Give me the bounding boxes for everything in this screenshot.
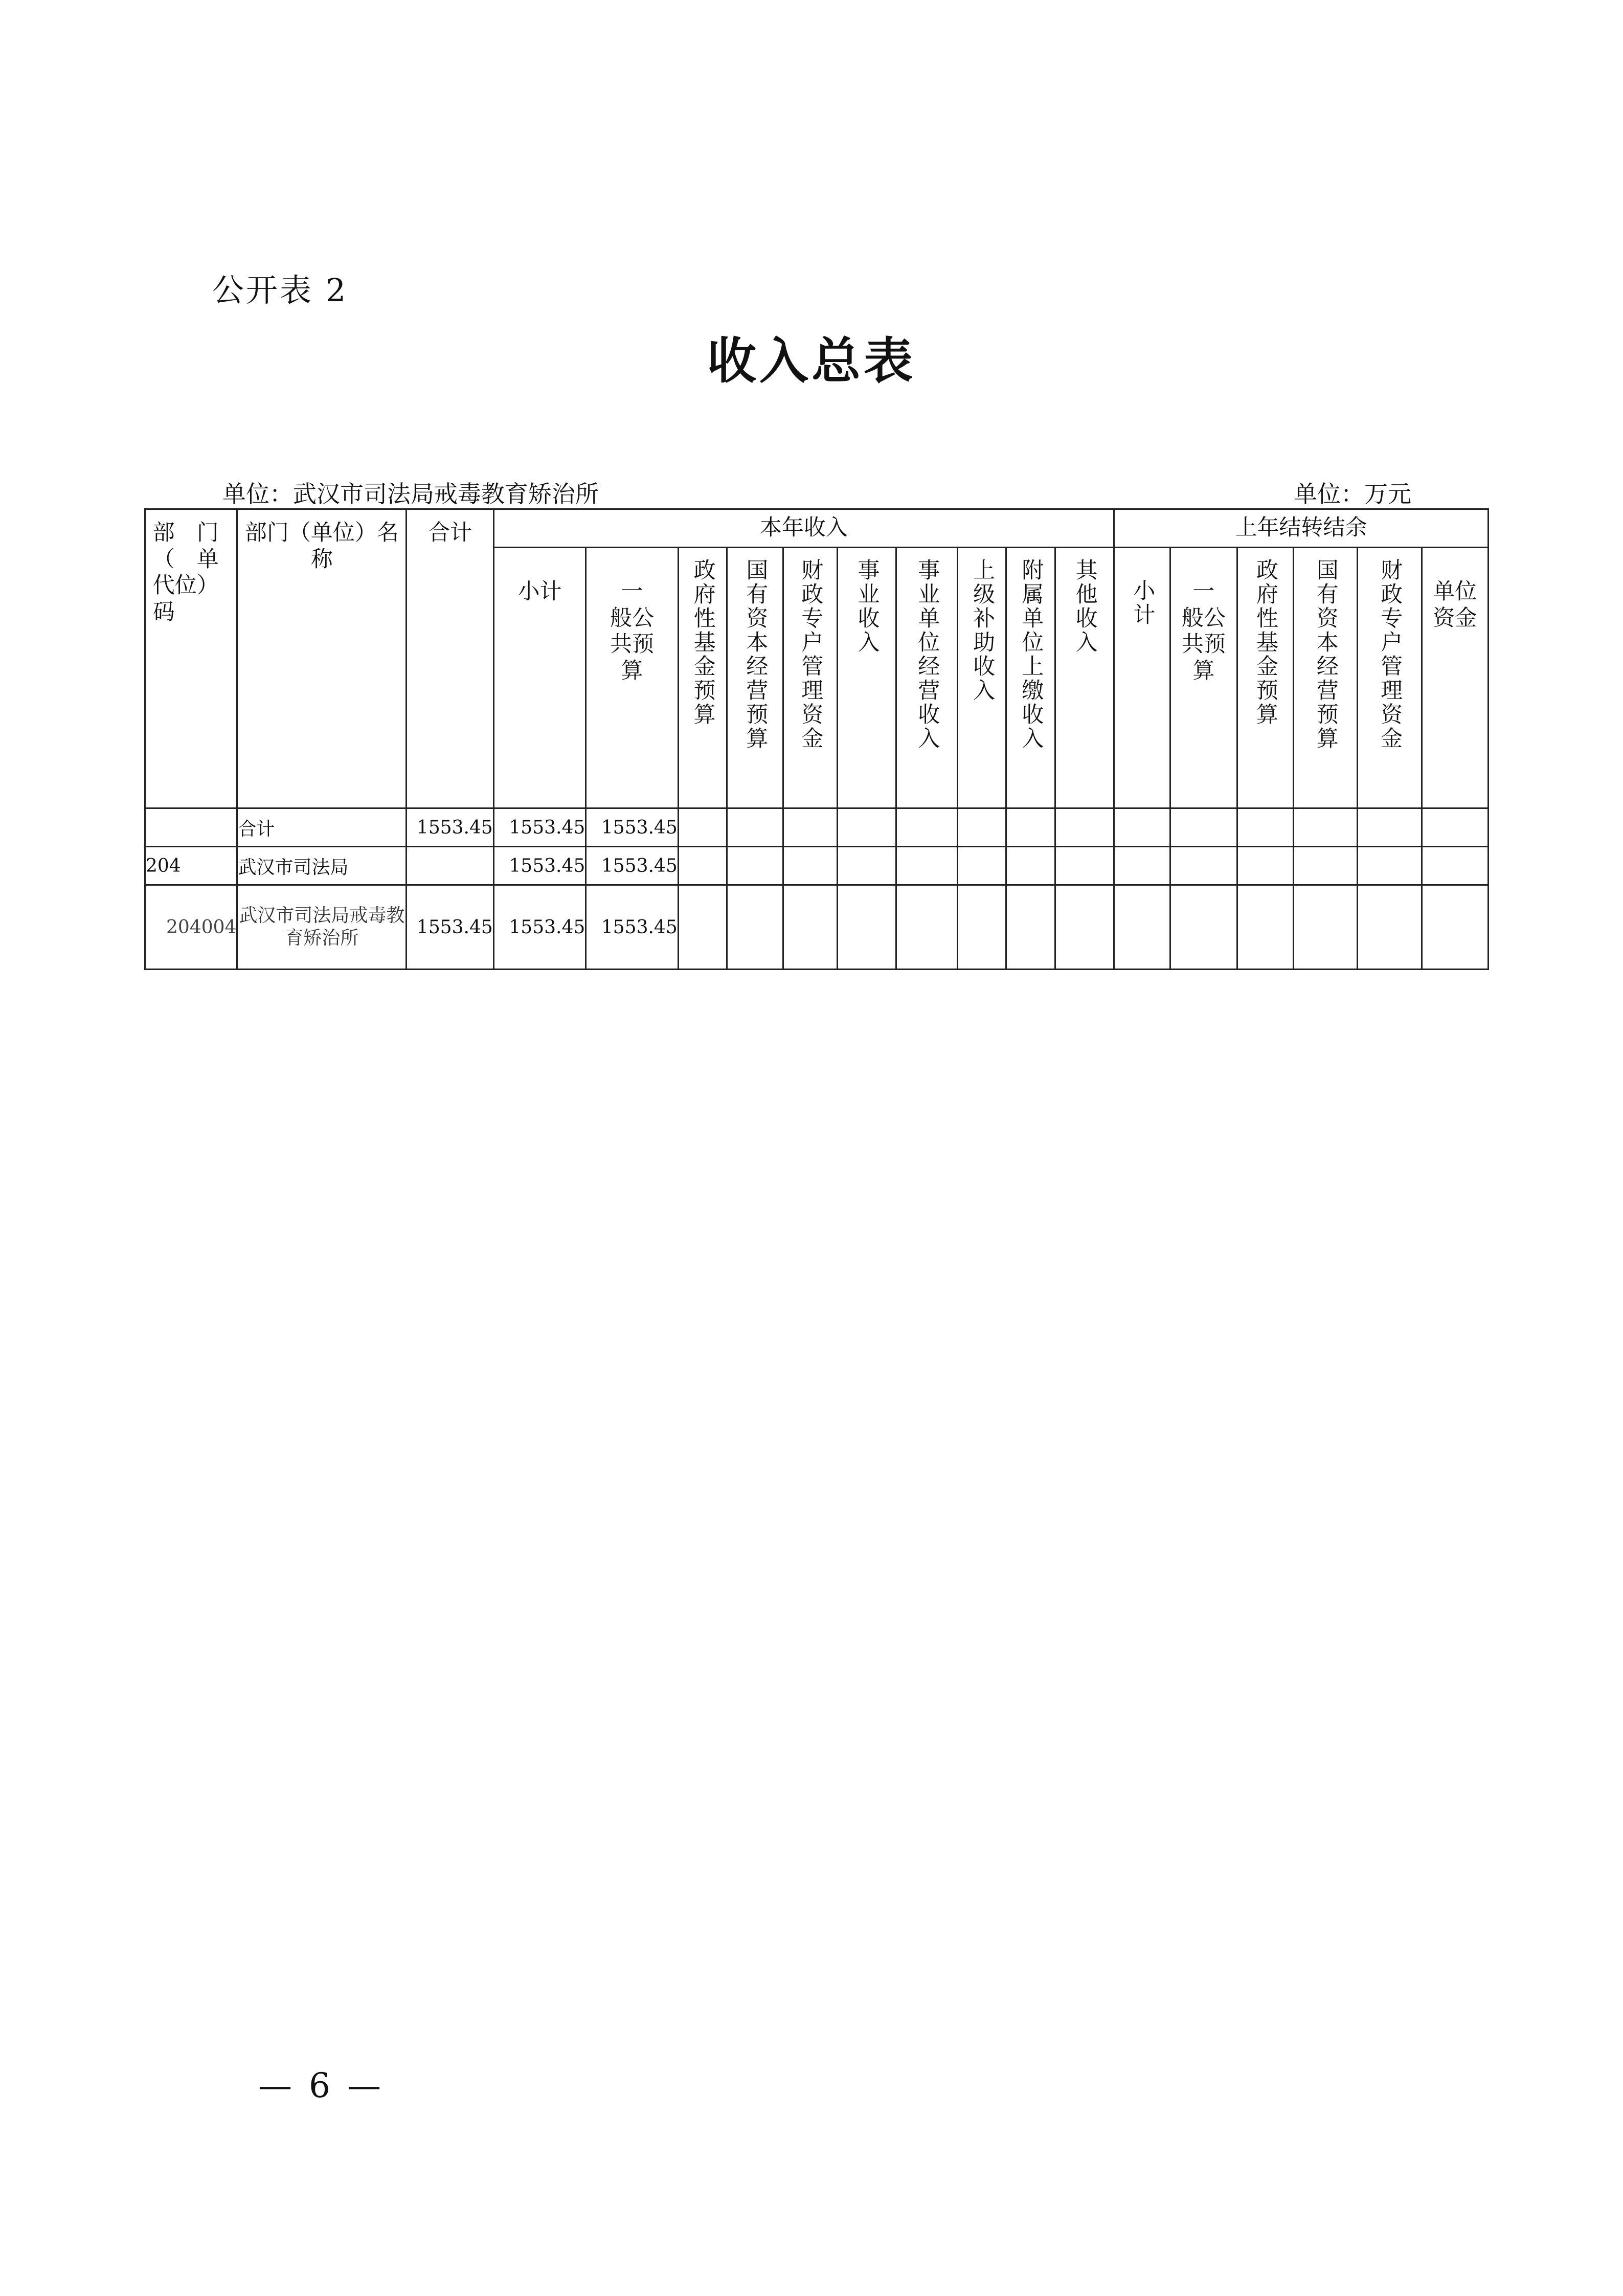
header-py-special: 财政专户管理资金: [1358, 548, 1422, 808]
header-py-govfund: 政府性基金预算: [1237, 548, 1293, 808]
row-total: [407, 847, 493, 885]
row-total: 1553.45: [407, 808, 493, 847]
row-general: 1553.45: [586, 885, 678, 970]
header-current-year: 本年收入: [493, 509, 1114, 548]
header-cy-operating: 事业单位经营收入: [896, 548, 957, 808]
row-name: 武汉市司法局: [237, 847, 407, 885]
page-title: 收入总表: [707, 332, 916, 390]
row-general: 1553.45: [586, 808, 678, 847]
header-py-general: 一 般公 共预算: [1170, 548, 1237, 808]
header-cy-subtotal: 小计: [493, 548, 585, 808]
row-code: [145, 808, 237, 847]
table-row: [145, 885, 1489, 970]
row-code: 204004: [145, 885, 237, 970]
header-cy-affiliated: 附属单位上缴收入: [1006, 548, 1055, 808]
header-prev-year: 上年结转结余: [1114, 509, 1488, 548]
unit-currency: 单位：万元: [1294, 480, 1411, 508]
header-cy-general: 一 般公 共预算: [586, 548, 678, 808]
table-row: [145, 847, 1489, 885]
header-dept-name: 部门（单位）名称: [237, 509, 407, 808]
row-name: 合计: [237, 808, 407, 847]
row-subtotal: 1553.45: [493, 808, 585, 847]
header-py-soe: 国有资本经营预算: [1293, 548, 1357, 808]
row-subtotal: 1553.45: [493, 847, 585, 885]
header-py-subtotal: 小计: [1114, 548, 1170, 808]
row-total: 1553.45: [407, 885, 493, 970]
header-cy-business: 事业收入: [837, 548, 896, 808]
header-cy-special: 财政专户管理资金: [783, 548, 837, 808]
header-cy-other: 其他收入: [1055, 548, 1114, 808]
header-cy-subsidy: 上级补助收入: [958, 548, 1006, 808]
table-row: [145, 808, 1489, 847]
header-cy-soe: 国有资本经营预算: [727, 548, 783, 808]
row-subtotal: 1553.45: [493, 885, 585, 970]
income-summary-table: [144, 508, 1489, 970]
unit-organization: 单位：武汉市司法局戒毒教育矫治所: [222, 480, 599, 508]
header-cy-govfund: 政府性基金预算: [678, 548, 727, 808]
header-py-unit: 单位资金: [1422, 548, 1489, 808]
row-general: 1553.45: [586, 847, 678, 885]
row-name: 武汉市司法局戒毒教育矫治所: [237, 885, 407, 970]
header-total: 合计: [407, 509, 493, 808]
header-dept-code: 部 门（ 单代位）码: [145, 509, 237, 808]
row-code: 204: [145, 847, 237, 885]
form-label: 公开表 2: [212, 272, 348, 309]
page-number: — 6 —: [258, 2066, 384, 2105]
